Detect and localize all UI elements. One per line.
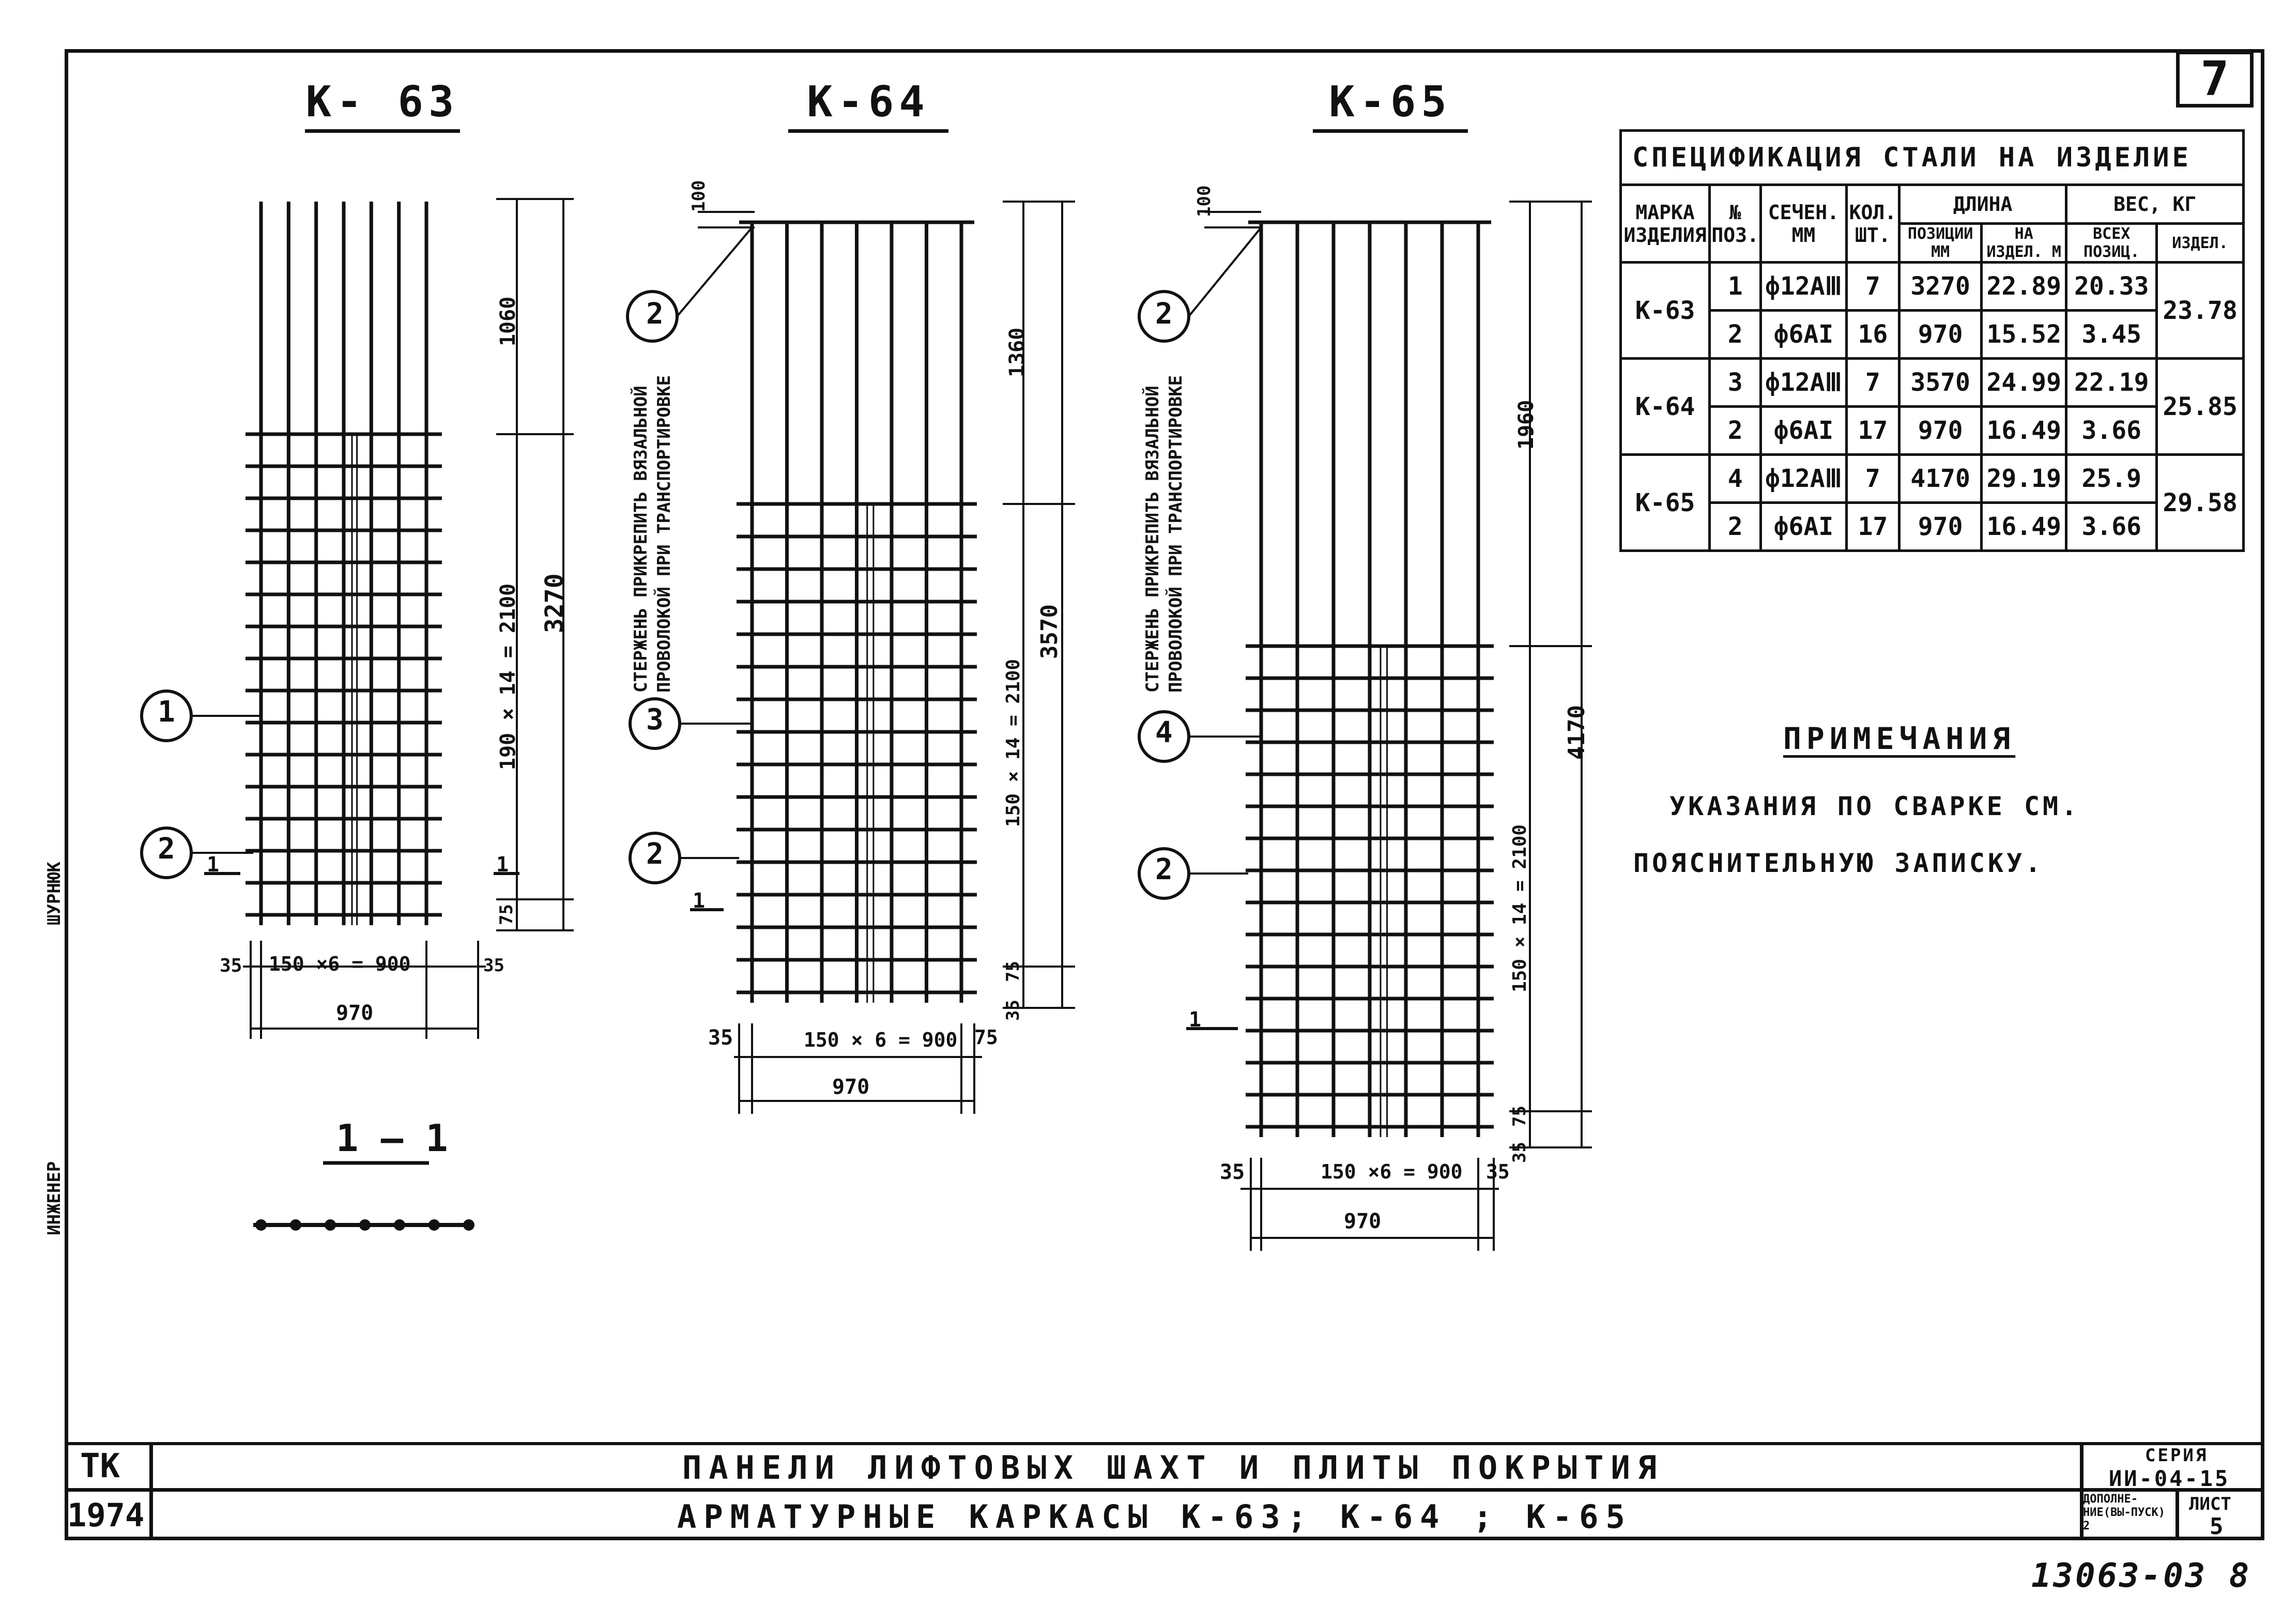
bar-dot xyxy=(463,1219,474,1231)
cell-w-all: 3.45 xyxy=(2066,311,2157,359)
header-weight: ВЕС, КГ xyxy=(2066,185,2244,224)
cage-k65 xyxy=(1246,222,1494,1137)
sheet-number-box: 7 xyxy=(2176,51,2254,108)
bar-dot xyxy=(428,1219,440,1231)
tb-org: ТК xyxy=(80,1447,120,1485)
tb-sheet: 5 xyxy=(2210,1513,2224,1540)
cell-section: ф6АI xyxy=(1761,407,1846,455)
tb-year: 1974 xyxy=(67,1496,145,1534)
section-mark: 1 xyxy=(207,853,220,877)
callout-2: 2 xyxy=(646,837,664,871)
dim-k63-bottom: 75 xyxy=(496,904,517,925)
header-length-item: НА ИЗДЕЛ. М xyxy=(1982,224,2066,263)
cell-len-pos: 4170 xyxy=(1899,455,1982,503)
frame-title-k63: К- 63 xyxy=(305,78,459,127)
dim-k64-mesh: 150 × 14 = 2100 xyxy=(1003,658,1024,827)
bar-dot xyxy=(255,1219,267,1231)
dim-k64-spacing: 150 × 6 = 900 xyxy=(804,1029,958,1051)
section-mark: 1 xyxy=(693,889,706,913)
header-weight-item: ИЗДЕЛ. xyxy=(2157,224,2244,263)
bar-dot xyxy=(325,1219,336,1231)
dim-k64-end: 35 xyxy=(1003,1000,1023,1021)
cage-k64 xyxy=(737,222,977,1003)
cell-qty: 7 xyxy=(1846,359,1899,407)
table-row xyxy=(1621,455,2244,503)
cell-w-item: 29.58 xyxy=(2157,455,2244,551)
cell-len-item: 16.49 xyxy=(1982,407,2066,455)
section-1-1-label: 1 – 1 xyxy=(336,1116,448,1160)
header-length-pos: ПОЗИЦИИ ММ xyxy=(1899,224,1982,263)
section-mark: 1 xyxy=(496,853,509,877)
frame-title-k64: К-64 xyxy=(807,78,930,127)
dim-k65-mesh: 150 × 14 = 2100 xyxy=(1509,824,1530,992)
cell-w-item: 25.85 xyxy=(2157,359,2244,455)
cell-w-all: 25.9 xyxy=(2066,455,2157,503)
callout-3: 3 xyxy=(646,703,664,737)
dim-k65-left-edge: 35 xyxy=(1220,1160,1245,1184)
cell-section: ф12АⅢ xyxy=(1761,455,1846,503)
cell-pos: 2 xyxy=(1710,407,1761,455)
table-row xyxy=(1621,359,2244,407)
dim-k63-width: 970 xyxy=(336,1001,374,1025)
dim-k63-left-edge: 35 xyxy=(220,955,242,976)
cell-qty: 17 xyxy=(1846,503,1899,551)
table-row xyxy=(1621,311,2244,359)
cell-w-all: 20.33 xyxy=(2066,263,2157,311)
cell-len-pos: 970 xyxy=(1899,503,1982,551)
cell-section: ф12АⅢ xyxy=(1761,263,1846,311)
cell-mark: К-63 xyxy=(1621,263,1710,359)
section-mark: 1 xyxy=(1189,1008,1202,1032)
dim-k63-spacing: 150 ×6 = 900 xyxy=(269,953,411,975)
header-weight-all: ВСЕХ ПОЗИЦ. xyxy=(2066,224,2157,263)
section-1-1-drawing xyxy=(253,1163,474,1231)
cell-pos: 2 xyxy=(1710,311,1761,359)
dim-k64-total: 3570 xyxy=(1036,604,1063,659)
cell-qty: 7 xyxy=(1846,263,1899,311)
dim-k64-width: 970 xyxy=(832,1075,870,1099)
header-pos: № ПОЗ. xyxy=(1710,185,1761,263)
header-qty: КОЛ. ШТ. xyxy=(1846,185,1899,263)
cell-len-pos: 970 xyxy=(1899,311,1982,359)
header-section: СЕЧЕН. ММ xyxy=(1761,185,1846,263)
cell-qty: 7 xyxy=(1846,455,1899,503)
cell-qty: 16 xyxy=(1846,311,1899,359)
rod-note-k64-line1: СТЕРЖЕНЬ ПРИКРЕПИТЬ ВЯЗАЛЬНОЙ xyxy=(631,386,651,693)
tb-supplement: ДОПОЛНЕ-НИЕ(ВЫ-ПУСК) 2 xyxy=(2083,1493,2165,1533)
dim-k63-top: 1060 xyxy=(496,296,520,346)
bar-dot xyxy=(394,1219,405,1231)
header-mark: МАРКА ИЗДЕЛИЯ xyxy=(1621,185,1710,263)
dim-k64-bottom: 75 xyxy=(1003,961,1023,982)
dim-k65-end: 35 xyxy=(1509,1142,1530,1163)
dim-k63-mesh: 190 × 14 = 2100 xyxy=(496,583,520,770)
cage-k63 xyxy=(246,202,442,925)
dim-k63-right-edge: 35 xyxy=(483,955,504,976)
header-length: ДЛИНА xyxy=(1899,185,2066,224)
table-row xyxy=(1621,407,2244,455)
cell-qty: 17 xyxy=(1846,407,1899,455)
cell-pos: 2 xyxy=(1710,503,1761,551)
cell-w-item: 23.78 xyxy=(2157,263,2244,359)
leader-line xyxy=(1189,227,1261,316)
cell-len-item: 24.99 xyxy=(1982,359,2066,407)
tb-title2: АРМАТУРНЫЕ КАРКАСЫ К-63; К-64 ; К-65 xyxy=(677,1498,1632,1536)
cell-pos: 1 xyxy=(1710,263,1761,311)
callout-2: 2 xyxy=(158,832,175,866)
cell-len-pos: 3570 xyxy=(1899,359,1982,407)
callout-2: 2 xyxy=(1155,853,1173,886)
callout-1: 1 xyxy=(158,695,175,729)
cell-len-pos: 3270 xyxy=(1899,263,1982,311)
dim-k64-offset: 100 xyxy=(688,180,709,212)
frame-title-k65: К-65 xyxy=(1329,78,1452,127)
dim-k65-top: 1960 xyxy=(1514,400,1538,450)
tb-series: ИИ-04-15 xyxy=(2109,1466,2230,1491)
cell-section: ф6АI xyxy=(1761,503,1846,551)
steel-specification-table xyxy=(1619,129,2245,552)
cell-len-item: 15.52 xyxy=(1982,311,2066,359)
notes-title: ПРИМЕЧАНИЯ xyxy=(1783,721,2016,756)
rod-note-k65-line1: СТЕРЖЕНЬ ПРИКРЕПИТЬ ВЯЗАЛЬНОЙ xyxy=(1142,386,1163,693)
cell-mark: К-64 xyxy=(1621,359,1710,455)
cell-w-all: 3.66 xyxy=(2066,407,2157,455)
callout-2: 2 xyxy=(1155,297,1173,331)
dim-k64-top: 1360 xyxy=(1005,327,1029,377)
table-row xyxy=(1621,503,2244,551)
cell-len-item: 22.89 xyxy=(1982,263,2066,311)
callout-2: 2 xyxy=(646,297,664,331)
rod-note-k65-line2: ПРОВОЛОКОЙ ПРИ ТРАНСПОРТИРОВКЕ xyxy=(1166,375,1186,693)
bar-dot xyxy=(290,1219,301,1231)
callout-4: 4 xyxy=(1155,716,1173,749)
notes-text: УКАЗАНИЯ ПО СВАРКЕ СМ. ПОЯСНИТЕЛЬНУЮ ЗАПИСКУ. xyxy=(1633,791,2080,878)
dim-k65-offset: 100 xyxy=(1194,185,1215,217)
stamp-role: ИНЖЕНЕР xyxy=(44,1161,65,1235)
dim-k64-left-edge: 35 xyxy=(708,1026,733,1050)
dim-k64-right-edge: 75 xyxy=(974,1026,998,1049)
table-row xyxy=(1621,263,2244,311)
cell-len-item: 29.19 xyxy=(1982,455,2066,503)
cell-pos: 4 xyxy=(1710,455,1761,503)
tb-sheet-label: ЛИСТ xyxy=(2189,1494,2231,1514)
bar-dot xyxy=(359,1219,371,1231)
spec-caption: СПЕЦИФИКАЦИЯ СТАЛИ НА ИЗДЕЛИЕ xyxy=(1621,131,2244,185)
dim-k65-right-edge: 35 xyxy=(1486,1160,1510,1183)
rod-note-k64-line2: ПРОВОЛОКОЙ ПРИ ТРАНСПОРТИРОВКЕ xyxy=(654,375,675,693)
cell-pos: 3 xyxy=(1710,359,1761,407)
leader-line xyxy=(677,227,752,316)
cell-section: ф12АⅢ xyxy=(1761,359,1846,407)
stamp-name: ШУРНЮК xyxy=(44,862,65,925)
dim-k63-total: 3270 xyxy=(540,573,569,633)
tb-series-label: СЕРИЯ xyxy=(2145,1445,2209,1466)
dim-k65-width: 970 xyxy=(1344,1209,1382,1233)
dim-k65-spacing: 150 ×6 = 900 xyxy=(1321,1160,1463,1183)
cell-section: ф6АI xyxy=(1761,311,1846,359)
dim-k65-bottom: 75 xyxy=(1509,1106,1530,1127)
cell-len-pos: 970 xyxy=(1899,407,1982,455)
cell-w-all: 22.19 xyxy=(2066,359,2157,407)
cell-w-all: 3.66 xyxy=(2066,503,2157,551)
cell-len-item: 16.49 xyxy=(1982,503,2066,551)
cell-mark: К-65 xyxy=(1621,455,1710,551)
tb-title1: ПАНЕЛИ ЛИФТОВЫХ ШАХТ И ПЛИТЫ ПОКРЫТИЯ xyxy=(682,1449,1664,1487)
footer-number: 13063-03 8 xyxy=(2031,1557,2251,1595)
dim-k65-total: 4170 xyxy=(1564,705,1590,760)
